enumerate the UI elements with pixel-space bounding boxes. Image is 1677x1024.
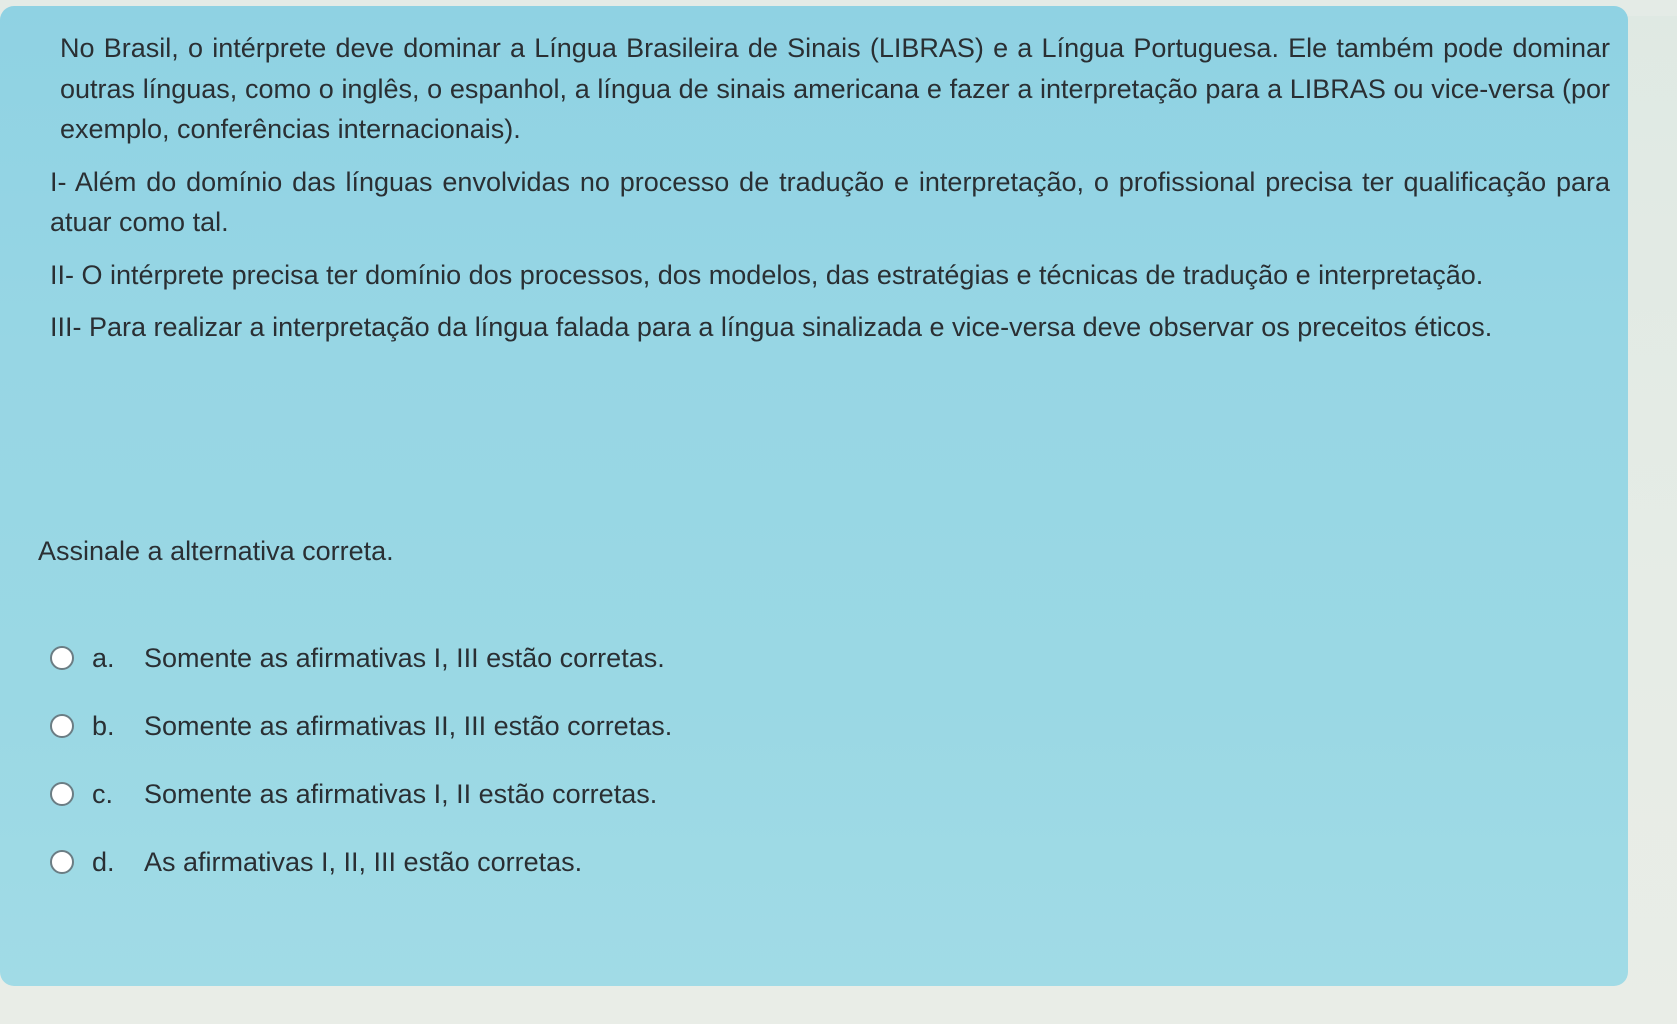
radio-button-icon[interactable]: [50, 646, 74, 670]
statement-3: III- Para realizar a interpretação da língua falada para a língua sinalizada e vice-versa deve observar os preceitos éticos.: [50, 312, 1493, 342]
radio-button-icon[interactable]: [50, 850, 74, 874]
option-letter: b.: [92, 710, 115, 741]
option-a[interactable]: [50, 624, 672, 692]
statement-1: I- Além do domínio das línguas envolvidas no processo de tradução e interpretação, o profissional precisa ter qualificação para atuar como tal.: [50, 166, 1610, 237]
question-intro: No Brasil, o intérprete deve dominar a Língua Brasileira de Sinais (LIBRAS) e a Língua Portuguesa. Ele também pode dominar outras línguas, como o inglês, o espanhol, a língua de sinais americana e fazer a interpretação para a LIBRAS ou vice-versa (por exemplo, conferências internacionais).: [60, 33, 1610, 144]
option-label[interactable]: As afirmativas I, II, III estão corretas.: [144, 846, 583, 877]
option-letter: a.: [92, 642, 115, 673]
question-text: [50, 28, 1610, 360]
question-card: [0, 6, 1628, 986]
option-c[interactable]: [50, 760, 672, 828]
option-d[interactable]: [50, 828, 672, 896]
statement-2: II- O intérprete precisa ter domínio dos processos, dos modelos, das estratégias e técnicas de tradução e interpretação.: [50, 259, 1484, 290]
radio-button-icon[interactable]: [50, 782, 74, 806]
option-label[interactable]: Somente as afirmativas I, II estão corretas.: [144, 778, 658, 809]
answer-options: [50, 624, 672, 896]
option-b[interactable]: [50, 692, 672, 760]
option-label[interactable]: Somente as afirmativas II, III estão corretas.: [144, 710, 673, 741]
option-label[interactable]: Somente as afirmativas I, III estão corretas.: [144, 642, 665, 673]
radio-button-icon[interactable]: [50, 714, 74, 738]
question-prompt: Assinale a alternativa correta.: [38, 536, 394, 566]
option-letter: d.: [92, 846, 115, 877]
option-letter: c.: [92, 778, 114, 809]
